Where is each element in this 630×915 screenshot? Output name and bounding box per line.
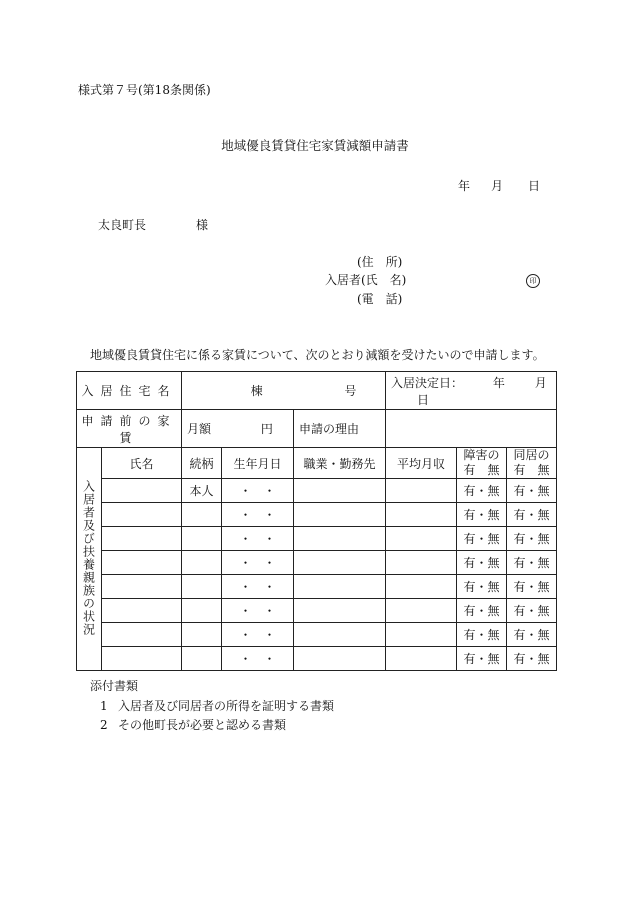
header-disability: 障害の 有 無	[457, 448, 507, 479]
header-name: 氏名	[102, 448, 182, 479]
table-row	[77, 647, 557, 671]
row-occupation-field[interactable]	[294, 575, 386, 599]
row-name-field[interactable]	[102, 551, 182, 575]
row-dob[interactable]: ・ ・	[222, 527, 294, 551]
addressee: 太良町長	[98, 218, 147, 232]
residence-label: 入居住宅名	[77, 372, 182, 410]
building-label: 棟	[250, 384, 263, 398]
row-dob[interactable]: ・ ・	[222, 479, 294, 503]
row-income-field[interactable]	[386, 647, 457, 671]
attachment-item	[100, 719, 286, 731]
row-occupation-field[interactable]	[294, 623, 386, 647]
attachments-heading: 添付書類	[90, 679, 139, 693]
row-occupation-field[interactable]	[294, 599, 386, 623]
move-in-day: 日	[417, 392, 430, 407]
table-row	[77, 599, 557, 623]
attachment-text: 入居者及び同居者の所得を証明する書類	[118, 699, 335, 713]
row-name-field[interactable]	[102, 503, 182, 527]
row-relation[interactable]	[182, 623, 222, 647]
row-dob[interactable]: ・ ・	[222, 623, 294, 647]
row-income-field[interactable]	[386, 551, 457, 575]
row-disability[interactable]: 有・無	[457, 575, 507, 599]
row-relation[interactable]	[182, 527, 222, 551]
row-occupation-field[interactable]	[294, 551, 386, 575]
row-income-field[interactable]	[386, 623, 457, 647]
row-disability[interactable]: 有・無	[457, 503, 507, 527]
row-relation[interactable]	[182, 647, 222, 671]
table-row	[77, 479, 557, 503]
header-occupation: 職業・勤務先	[294, 448, 386, 479]
move-in-date-cell[interactable]	[386, 372, 557, 410]
attachment-item	[100, 700, 334, 712]
attachment-number: 1	[100, 699, 108, 713]
applicant-name-label: 入居者(氏 名)	[325, 273, 407, 287]
form-title: 地域優良賃貸住宅家賃減額申請書	[221, 138, 409, 153]
row-disability[interactable]: 有・無	[457, 527, 507, 551]
date-year: 年	[458, 179, 471, 193]
row-income-field[interactable]	[386, 527, 457, 551]
row-income-field[interactable]	[386, 479, 457, 503]
table-row	[77, 575, 557, 599]
row-cohabit[interactable]: 有・無	[507, 623, 557, 647]
reason-label: 申請の理由	[294, 410, 386, 448]
intro-text: 地域優良賃貸住宅に係る家賃について、次のとおり減額を受けたいので申請します。	[90, 348, 545, 362]
table-row	[77, 527, 557, 551]
form-number: 様式第７号(第18条関係)	[78, 83, 211, 97]
row-income-field[interactable]	[386, 599, 457, 623]
applicant-phone-label: (電 話)	[357, 292, 403, 306]
table-row	[77, 503, 557, 527]
row-dob[interactable]: ・ ・	[222, 575, 294, 599]
row-dob[interactable]: ・ ・	[222, 503, 294, 527]
family-header-row	[77, 448, 557, 479]
row-cohabit[interactable]: 有・無	[507, 479, 557, 503]
building-number-cell[interactable]	[182, 372, 386, 410]
residence-row	[77, 372, 557, 410]
attachment-text: その他町長が必要と認める書類	[118, 718, 287, 732]
row-name-field[interactable]	[102, 575, 182, 599]
table-row	[77, 551, 557, 575]
row-name-field[interactable]	[102, 647, 182, 671]
row-income-field[interactable]	[386, 503, 457, 527]
row-relation[interactable]	[182, 599, 222, 623]
header-cohabit: 同居の 有 無	[507, 448, 557, 479]
row-relation[interactable]	[182, 503, 222, 527]
yen-label: 円	[260, 422, 273, 436]
seal-mark: 印	[526, 274, 540, 288]
header-relation: 続柄	[182, 448, 222, 479]
applicant-address-label: (住 所)	[357, 255, 403, 269]
row-name-field[interactable]	[102, 599, 182, 623]
row-cohabit[interactable]: 有・無	[507, 647, 557, 671]
row-occupation-field[interactable]	[294, 479, 386, 503]
row-occupation-field[interactable]	[294, 647, 386, 671]
application-table	[76, 371, 557, 671]
move-in-label: 入居決定日：	[391, 375, 464, 390]
row-relation[interactable]	[182, 575, 222, 599]
rent-label: 申請前の家賃	[77, 410, 182, 448]
row-name-field[interactable]	[102, 479, 182, 503]
row-cohabit[interactable]: 有・無	[507, 527, 557, 551]
rent-row	[77, 410, 557, 448]
monthly-label: 月額	[187, 422, 212, 436]
row-cohabit[interactable]: 有・無	[507, 503, 557, 527]
header-income: 平均月収	[386, 448, 457, 479]
honorific: 様	[196, 218, 209, 232]
row-dob[interactable]: ・ ・	[222, 647, 294, 671]
row-disability[interactable]: 有・無	[457, 647, 507, 671]
row-disability[interactable]: 有・無	[457, 623, 507, 647]
date-day: 日	[528, 179, 541, 193]
row-occupation-field[interactable]	[294, 527, 386, 551]
family-side-label: 入居者及び扶養親族の状況	[77, 448, 102, 671]
move-in-year: 年	[492, 375, 505, 390]
header-birthdate: 生年月日	[222, 448, 294, 479]
row-occupation-field[interactable]	[294, 503, 386, 527]
attachment-number: 2	[100, 718, 108, 732]
row-cohabit[interactable]: 有・無	[507, 551, 557, 575]
row-name-field[interactable]	[102, 623, 182, 647]
row-dob[interactable]: ・ ・	[222, 599, 294, 623]
move-in-month: 月	[534, 375, 547, 390]
row-income-field[interactable]	[386, 575, 457, 599]
monthly-rent-cell[interactable]	[182, 410, 294, 448]
row-cohabit[interactable]: 有・無	[507, 599, 557, 623]
row-cohabit[interactable]: 有・無	[507, 575, 557, 599]
row-relation[interactable]	[182, 551, 222, 575]
number-label: 号	[344, 384, 357, 398]
reason-field[interactable]	[386, 410, 557, 448]
table-row	[77, 623, 557, 647]
row-disability[interactable]: 有・無	[457, 599, 507, 623]
row-name-field[interactable]	[102, 527, 182, 551]
row-disability[interactable]: 有・無	[457, 479, 507, 503]
row-dob[interactable]: ・ ・	[222, 551, 294, 575]
row-relation: 本人	[182, 479, 222, 503]
row-disability[interactable]: 有・無	[457, 551, 507, 575]
date-month: 月	[491, 179, 504, 193]
